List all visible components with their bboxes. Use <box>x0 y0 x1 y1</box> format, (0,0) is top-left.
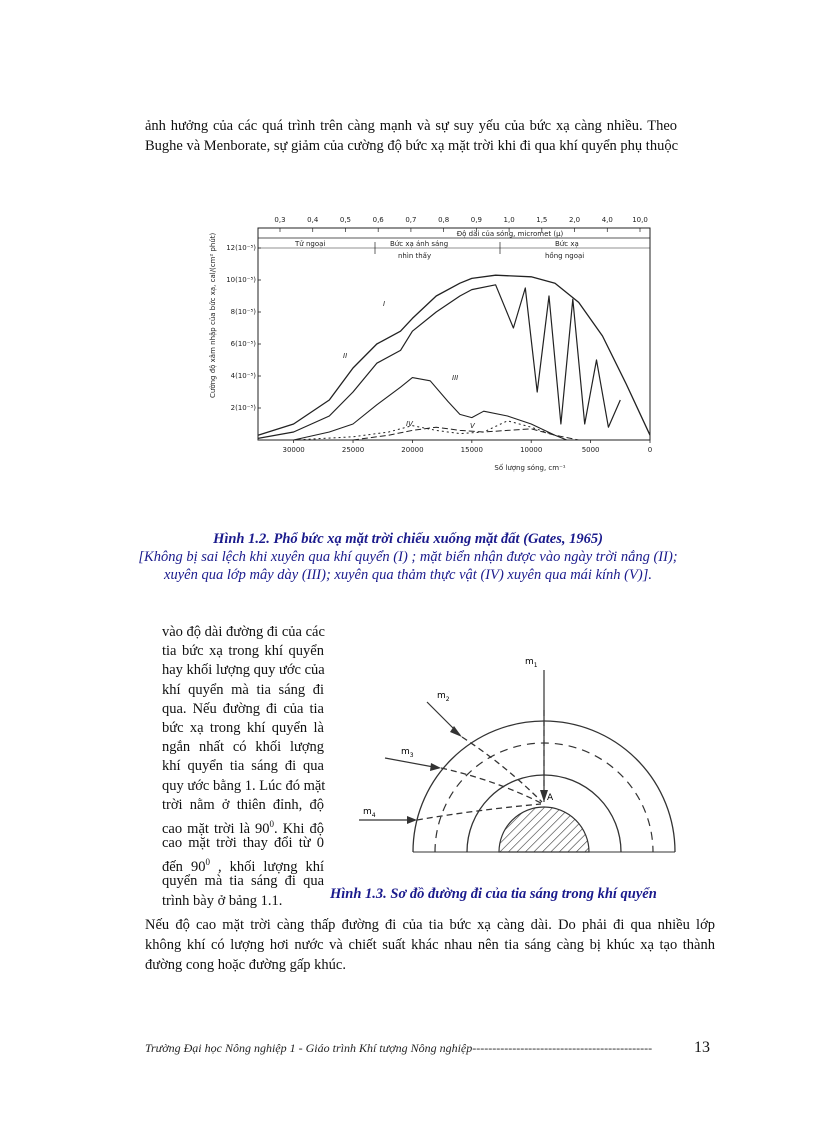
paragraph-line: không khí có lượng hơi nước và chiết suất khác nhau nên tia sáng càng bị khúc xạ tạo thành <box>145 937 715 953</box>
page-footer: Trường Đại học Nông nghiệp 1 - Giáo trình Khí tượng Nông nghiệp--------------------------------------------- <box>145 1041 653 1055</box>
region-uv: Tử ngoại <box>295 240 326 248</box>
ray-m3-refracted <box>441 768 541 803</box>
y-tick-label: 4(10⁻⁵) <box>230 372 256 380</box>
paragraph-line: đường cong hoặc đường gấp khúc. <box>145 957 346 973</box>
figure-1-caption-detail: [Không bị sai lệch khi xuyên qua khí quyển (I) ; mặt biển nhận được vào ngày trời nắng (II); <box>138 549 678 565</box>
column-line-head: đến 90 <box>162 859 206 876</box>
series-i-line <box>258 275 650 435</box>
ray-m3-arrow <box>430 763 441 771</box>
x-tick-label: 30000 <box>282 446 305 454</box>
y-tick-label: 10(10⁻⁵) <box>226 276 256 284</box>
column-line-tail: , khối lượng khí <box>209 859 324 876</box>
label-m1: $m_1$ <box>525 657 538 669</box>
label-m3: $m_3$ <box>401 747 414 759</box>
series-ii-line <box>258 285 620 439</box>
page-number: 13 <box>694 1039 710 1056</box>
top-tick-label: 1,5 <box>536 216 548 224</box>
top-tick-label: 2,0 <box>568 216 581 224</box>
series-iii-line <box>294 378 567 440</box>
y-axis-label: Cường độ xâm nhập của bức xạ, cal/(cm² phút) <box>209 232 217 398</box>
top-tick-label: 0,8 <box>438 216 450 224</box>
y-tick-label: 6(10⁻⁵) <box>230 340 256 348</box>
paragraph-line: Bughe và Menborate, sự giảm của cường độ bức xạ mặt trời khi đi qua khí quyển phụ thuộc <box>145 138 679 154</box>
degree-superscript: 0 <box>269 818 275 829</box>
paragraph-line: ảnh hưởng của các quá trình trên càng mạnh và sự suy yếu của bức xạ càng nhiều. Theo <box>145 118 677 134</box>
column-line: cao mặt trời thay đổi từ 0 <box>162 835 324 852</box>
column-line: vào độ dài đường đi của các <box>162 624 325 640</box>
degree-superscript: 0 <box>205 857 210 868</box>
top-tick-label: 0,4 <box>307 216 319 224</box>
y-tick-label: 12(10⁻⁵) <box>226 244 256 252</box>
column-line <box>162 853 324 876</box>
label-point-a: A <box>547 793 554 803</box>
ray-m2-arrow <box>450 726 462 737</box>
paragraph-line: Nếu độ cao mặt trời càng thấp đường đi của tia bức xạ càng dài. Do phải đi qua nhiều lớp <box>145 917 715 933</box>
column-line: ngắn nhất có khối lượng <box>162 739 324 756</box>
column-line: khí quyển tia sáng đi qua <box>162 758 324 775</box>
top-tick-label: 4,0 <box>601 216 613 224</box>
top-tick-label: 0,3 <box>274 216 286 224</box>
top-tick-label: 0,7 <box>405 216 417 224</box>
x-tick-label: 10000 <box>520 446 543 454</box>
x-axis-label: Số lượng sóng, cm⁻¹ <box>494 464 566 472</box>
ray-m2-refracted <box>462 737 542 802</box>
column-line: trình bày ở bảng 1.1. <box>162 892 283 909</box>
x-tick-label: 5000 <box>581 446 600 454</box>
top-tick-label: 0,9 <box>470 216 482 224</box>
label-m4: $m_4$ <box>363 807 376 819</box>
series-label-v: V <box>470 422 475 430</box>
y-tick-label: 8(10⁻⁵) <box>230 308 256 316</box>
column-line: trời nằm ở thiên đỉnh, độ <box>162 796 324 813</box>
column-line <box>162 815 324 837</box>
x-tick-label: 20000 <box>401 446 424 454</box>
label-m2: $m_2$ <box>437 691 450 703</box>
series-v-line <box>353 427 579 440</box>
figure-2-caption: Hình 1.3. Sơ đồ đường đi của tia sáng trong khí quyển <box>330 886 657 902</box>
column-line: bức xạ trong khí quyển là <box>162 719 324 736</box>
column-line: khí quyển mà tia sáng đi <box>162 681 324 698</box>
top-tick-label: 0,5 <box>339 216 352 224</box>
solar-spectrum-chart <box>200 208 660 478</box>
region-ir-2: hồng ngoại <box>545 252 585 260</box>
figure-1-caption-title: Hình 1.2. Phổ bức xạ mặt trời chiếu xuống mặt đất (Gates, 1965) <box>213 531 603 547</box>
column-line: quy ước bằng 1. Lúc đó mặt <box>162 777 326 794</box>
x-tick-label: 0 <box>647 446 653 454</box>
text-column <box>162 623 324 911</box>
series-label-iii: III <box>452 374 459 382</box>
ray-m4-arrow <box>407 816 417 824</box>
series-label-iv: IV <box>406 420 413 428</box>
top-tick-label: 10,0 <box>632 216 648 224</box>
series-label-ii: II <box>343 352 348 360</box>
column-line-head: cao mặt trời là 90 <box>162 820 270 837</box>
y-tick-label: 2(10⁻⁵) <box>230 404 256 412</box>
column-line: hay khối lượng quy ước của <box>162 662 325 679</box>
top-axis-label: Độ dài của sóng, micromet (µ) <box>456 230 564 238</box>
column-line-tail: . Khi độ <box>274 820 324 837</box>
series-label-i: I <box>383 300 386 308</box>
top-tick-label: 0,6 <box>372 216 384 224</box>
x-tick-label: 15000 <box>460 446 483 454</box>
light-path-diagram <box>355 640 685 868</box>
earth-hatched <box>499 807 589 852</box>
region-visible-2: nhìn thấy <box>398 252 432 260</box>
region-visible: Bức xạ ánh sáng <box>390 240 449 248</box>
top-tick-label: 1,0 <box>503 216 515 224</box>
figure-1-caption-detail: xuyên qua lớp mây dày (III); xuyên qua thảm thực vật (IV) xuyên qua mái kính (V)]. <box>164 567 652 583</box>
column-line: qua. Nếu đường đi của tia <box>162 700 324 717</box>
column-line: quyển mà tia sáng đi qua <box>162 873 324 890</box>
region-ir: Bức xạ <box>555 240 579 248</box>
column-line: tia bức xạ trong khí quyển <box>162 643 324 660</box>
x-tick-label: 25000 <box>341 446 365 454</box>
